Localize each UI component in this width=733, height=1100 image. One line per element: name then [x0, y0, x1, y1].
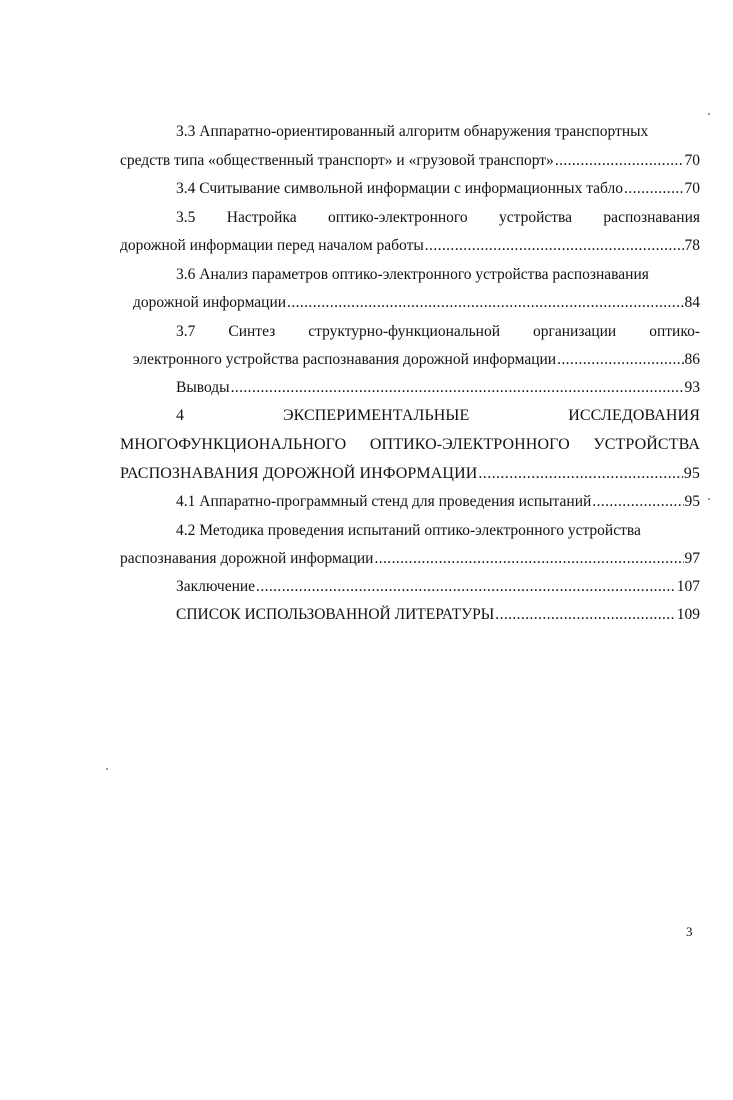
toc-3-7-title: 3.7 Синтез структурно-функциональной организации оптико-	[176, 323, 700, 340]
toc-final	[176, 577, 700, 597]
toc-4-2-line1	[176, 521, 700, 541]
leader-dots	[256, 577, 676, 597]
leader-dots	[555, 151, 684, 171]
toc-4-1-page: 95	[684, 493, 700, 510]
toc-3-5-title-cont: дорожной информации перед началом работы	[120, 237, 424, 254]
toc-3-3-title: 3.3 Аппаратно-ориентированный алгоритм обнаружения транспортных	[176, 123, 649, 140]
toc-final-title: Заключение	[176, 578, 256, 595]
toc-3-5-title: 3.5 Настройка оптико-электронного устройства распознавания	[176, 209, 700, 226]
toc-3-3-title-cont: средств типа «общественный транспорт» и «грузовой транспорт»	[120, 152, 554, 169]
toc-3-4-title: 3.4 Считывание символьной информации с информационных табло	[176, 180, 624, 197]
leader-dots	[557, 350, 683, 370]
toc-ch4-line3	[120, 464, 700, 484]
scan-speck	[708, 498, 710, 500]
scan-speck	[708, 113, 710, 115]
toc-3-4	[176, 179, 700, 199]
page-number: 3	[686, 924, 693, 939]
toc-3-3-line1	[176, 122, 700, 142]
toc-ch4-title: 4 ЭКСПЕРИМЕНТАЛЬНЫЕ ИССЛЕДОВАНИЯ	[176, 407, 700, 424]
toc-3-4-page: 70	[684, 180, 700, 197]
leader-dots	[231, 378, 684, 398]
leader-dots	[425, 236, 684, 256]
toc-3-6-page: 84	[684, 294, 700, 311]
toc-4-1-title: 4.1 Аппаратно-программный стенд для проведения испытаний	[176, 493, 592, 510]
toc-3-6-line1	[176, 265, 700, 285]
toc-3-5-page: 78	[684, 237, 700, 254]
leader-dots	[374, 549, 683, 569]
toc-conclusions-page: 93	[684, 379, 700, 396]
toc-3-5-line1	[176, 208, 700, 228]
toc-4-2-title: 4.2 Методика проведения испытаний оптико-электронного устройства	[176, 522, 641, 539]
leader-dots	[478, 464, 682, 484]
leader-dots	[495, 605, 675, 625]
toc-4-1	[176, 492, 700, 512]
toc-ch4-title-cont: МНОГОФУНКЦИОНАЛЬНОГО ОПТИКО-ЭЛЕКТРОННОГО УСТРОЙСТВА	[120, 436, 700, 453]
toc-references-page: 109	[676, 606, 700, 623]
leader-dots	[624, 179, 683, 199]
toc-3-7-page: 86	[684, 351, 700, 368]
toc-ch4-line1	[176, 406, 700, 426]
toc-ch4-title-cont2: РАСПОЗНАВАНИЯ ДОРОЖНОЙ ИНФОРМАЦИИ	[120, 465, 478, 482]
toc-4-2-title-cont: распознавания дорожной информации	[120, 550, 374, 567]
scan-speck	[106, 768, 108, 770]
toc-3-3-line2	[120, 151, 700, 171]
toc-ch4-line2	[120, 435, 700, 455]
toc-3-7-line2	[133, 350, 700, 370]
toc-3-6-line2	[133, 293, 700, 313]
leader-dots	[592, 492, 683, 512]
toc-references-title: СПИСОК ИСПОЛЬЗОВАННОЙ ЛИТЕРАТУРЫ	[176, 606, 495, 623]
toc-references	[176, 605, 700, 625]
toc-conclusions	[176, 378, 700, 398]
toc-3-5-line2	[120, 236, 700, 256]
toc-conclusions-title: Выводы	[176, 379, 230, 396]
toc-4-2-line2	[120, 549, 700, 569]
toc-3-6-title: 3.6 Анализ параметров оптико-электронного устройства распознавания	[176, 266, 649, 283]
toc-ch4-page: 95	[683, 465, 700, 482]
toc-3-6-title-cont: дорожной информации	[133, 294, 287, 311]
toc-4-2-page: 97	[684, 550, 700, 567]
toc-3-7-line1	[176, 322, 700, 342]
toc-final-page: 107	[676, 578, 700, 595]
toc-3-7-title-cont: электронного устройства распознавания дорожной информации	[133, 351, 557, 368]
toc-3-3-page: 70	[684, 152, 700, 169]
leader-dots	[287, 293, 683, 313]
